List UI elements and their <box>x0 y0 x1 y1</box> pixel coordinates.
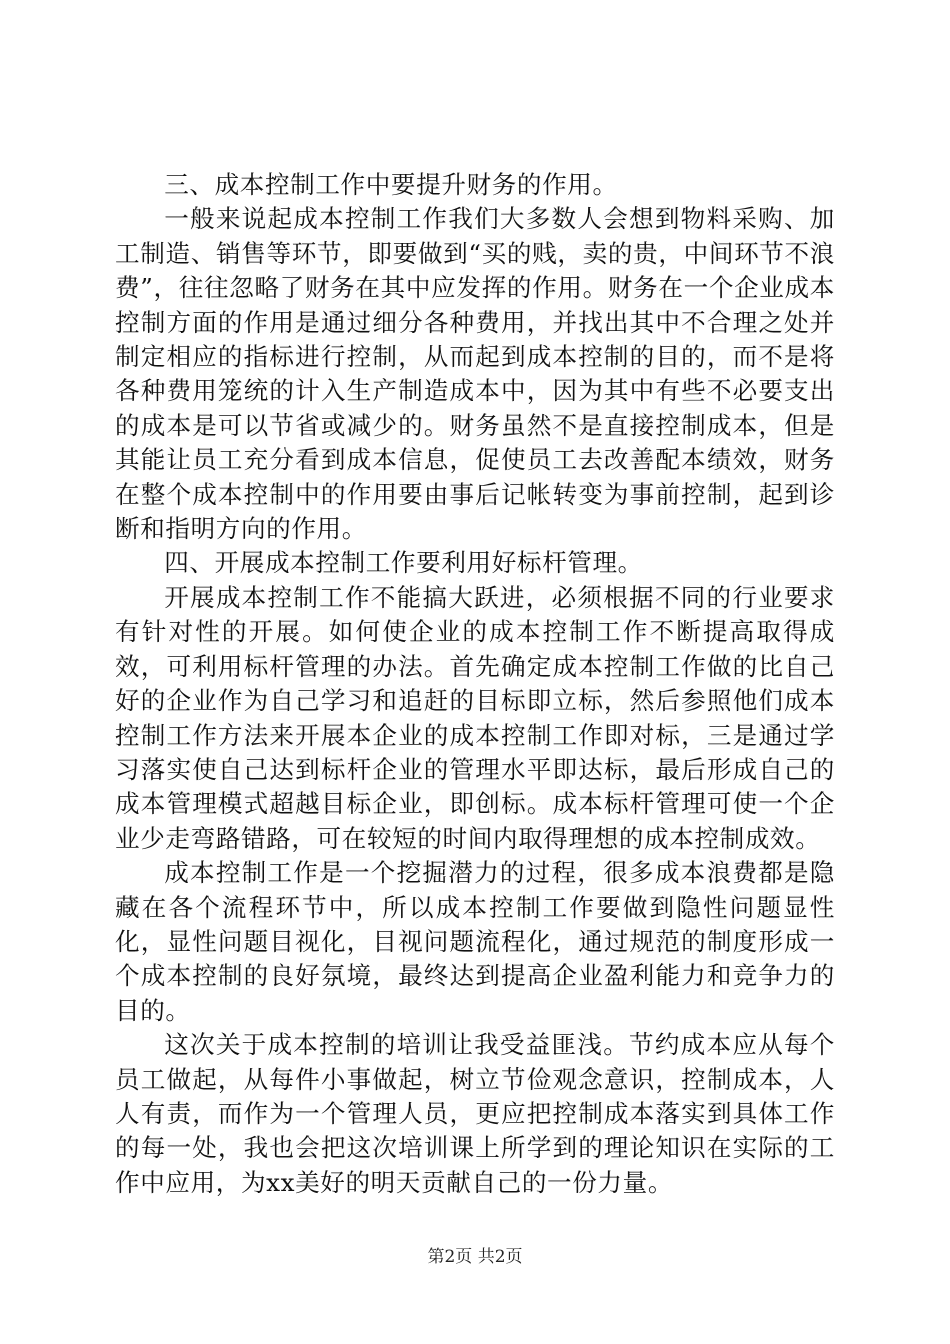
section-heading-3: 三、成本控制工作中要提升财务的作用。 <box>164 170 618 199</box>
section-heading-4: 四、开展成本控制工作要利用好标杆管理。 <box>164 548 643 578</box>
page-number-footer: 第2页 共2页 <box>427 1247 523 1267</box>
paragraph-finance-role: 一般来说起成本控制工作我们大多数人会想到物料采购、加工制造、销售等环节，即要做到“买的贱，卖的贵，中间环节不浪费”，往往忽略了财务在其中应发挥的作用。财务在一个企业成本控制方面的作用是通过细分各种费用，并找出其中不合理之处并制定相应的指标进行控制，从而起到成本控制的目的，而不是将各种费用笼统的计入生产制造成本中，因为其中有些不必要支出的成本是可以节省或减少的。财务虽然不是直接控制成本，但是其能让员工充分看到成本信息，促使员工去改善配本绩效，财务在整个成本控制中的作用要由事后记帐转变为事前控制，起到诊断和指明方向的作用。 <box>115 204 835 544</box>
paragraph-conclusion: 这次关于成本控制的培训让我受益匪浅。节约成本应从每个员工做起，从每件小事做起，树立节俭观念意识，控制成本，人人有责，而作为一个管理人员，更应把控制成本落实到具体工作的每一处，我也会把这次培训课上所学到的理论知识在实际的工作中应用，为xx美好的明天贡献自己的一份力量。 <box>115 1030 835 1197</box>
document-body <box>115 168 835 1200</box>
paragraph-benchmarking: 开展成本控制工作不能搞大跃进，必须根据不同的行业要求有针对性的开展。如何使企业的成本控制工作不断提高取得成效，可利用标杆管理的办法。首先确定成本控制工作做的比自己好的企业作为自己学习和追赶的目标即立标，然后参照他们成本控制工作方法来开展本企业的成本控制工作即对标，三是通过学习落实使自己达到标杆企业的管理水平即达标，最后形成自己的成本管理模式超越目标企业，即创标。成本标杆管理可使一个企业少走弯路错路，可在较短的时间内取得理想的成本控制成效。 <box>115 582 835 853</box>
paragraph-potential: 成本控制工作是一个挖掘潜力的过程，很多成本浪费都是隐藏在各个流程环节中，所以成本控制工作要做到隐性问题显性化，显性问题目视化，目视问题流程化，通过规范的制度形成一个成本控制的良好氛境，最终达到提高企业盈利能力和竞争力的目的。 <box>115 858 835 1025</box>
